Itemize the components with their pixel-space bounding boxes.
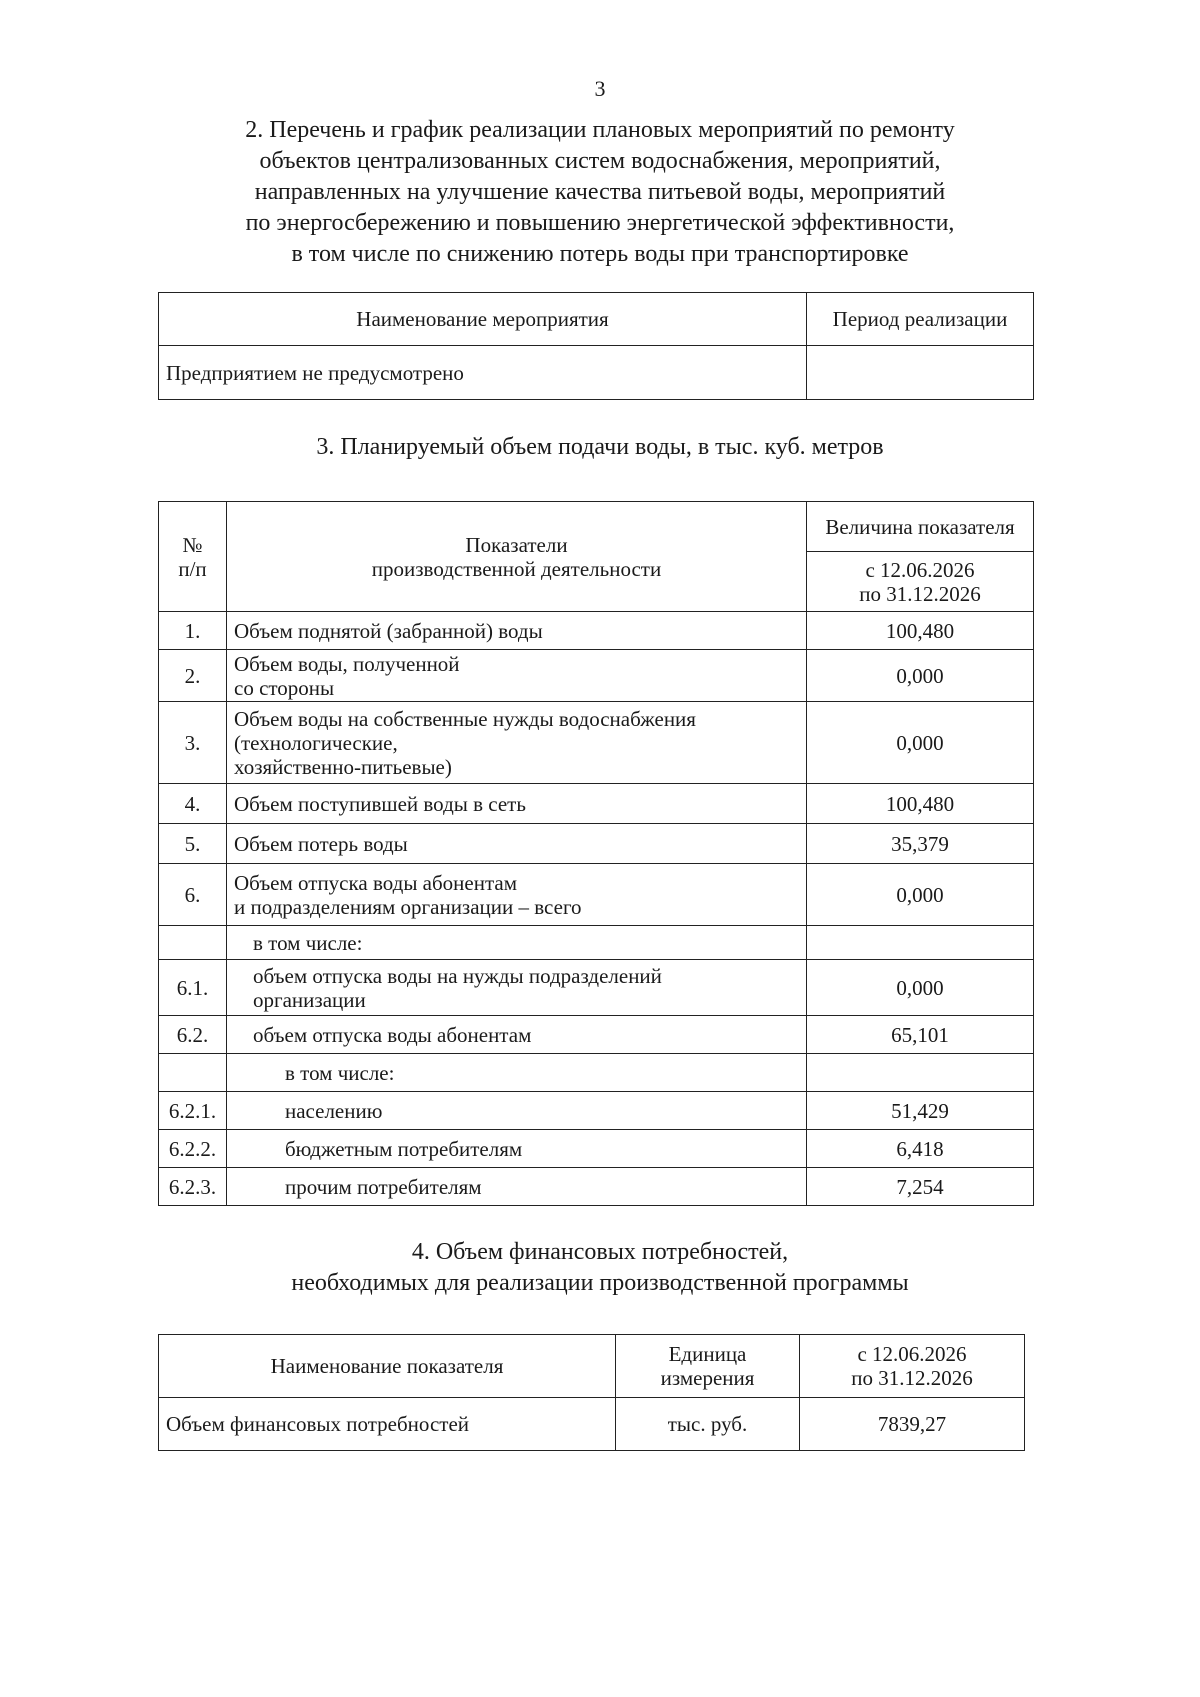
row-indicator-cell: [227, 824, 807, 864]
table-row: [159, 784, 1034, 824]
row-indicator-line: объем отпуска воды абонентам: [253, 1022, 532, 1047]
row-value-cell: 100,480: [807, 784, 1034, 824]
header-period-line: с 12.06.2026: [865, 557, 975, 582]
section4-title-line: 4. Объем финансовых потребностей,: [411, 1239, 789, 1265]
table-row: [159, 926, 1034, 960]
financial-value-cell: 7839,27: [800, 1398, 1025, 1451]
section2-title: [0, 115, 1200, 270]
row-value-cell: 35,379: [807, 824, 1034, 864]
header-number-line: №: [182, 532, 203, 557]
row-indicator-cell: [227, 612, 807, 650]
row-indicator-cell: [227, 1016, 807, 1054]
row-value-cell: 65,101: [807, 1016, 1034, 1054]
row-number-cell: 5.: [159, 824, 227, 864]
row-indicator-line: Объем потерь воды: [234, 831, 408, 856]
row-number-cell: [159, 1054, 227, 1092]
row-indicator-cell: [227, 650, 807, 702]
section4-title-line: необходимых для реализации производственной программы: [291, 1270, 909, 1296]
financial-indicator-cell: Объем финансовых потребностей: [159, 1398, 616, 1451]
row-value-cell: 51,429: [807, 1092, 1034, 1130]
row-value-cell: 0,000: [807, 702, 1034, 784]
page-number: 3: [594, 76, 606, 101]
row-number-cell: 6.2.: [159, 1016, 227, 1054]
row-indicator-cell: [227, 864, 807, 926]
activity-name-cell: Предприятием не предусмотрено: [159, 346, 807, 400]
header-number-line: п/п: [178, 556, 207, 581]
row-indicator-line: прочим потребителям: [285, 1174, 482, 1199]
row-value-cell: [807, 1054, 1034, 1092]
row-value-cell: 6,418: [807, 1130, 1034, 1168]
financial-needs-table: [158, 1334, 1025, 1451]
row-indicator-line: бюджетным потребителям: [285, 1136, 523, 1161]
row-value-cell: 100,480: [807, 612, 1034, 650]
header-period-line: по 31.12.2026: [859, 581, 981, 606]
row-indicator-line: Объем поднятой (забранной) воды: [234, 618, 543, 643]
table-row: [159, 1016, 1034, 1054]
section2-title-line: по энергосбережению и повышению энергетической эффективности,: [245, 210, 955, 236]
water-supply-table-body: [159, 612, 1034, 1206]
header-unit-line: измерения: [660, 1366, 755, 1390]
row-value-cell: 7,254: [807, 1168, 1034, 1206]
row-indicator-line: в том числе:: [253, 930, 363, 955]
row-indicator-cell: [227, 702, 807, 784]
header-period-line: с 12.06.2026: [857, 1342, 967, 1366]
table-row: [159, 1054, 1034, 1092]
row-indicator-line: Объем поступившей воды в сеть: [234, 791, 526, 816]
row-number-cell: 3.: [159, 702, 227, 784]
row-number-cell: 6.2.2.: [159, 1130, 227, 1168]
row-indicator-cell: [227, 926, 807, 960]
header-indicator-line: производственной деятельности: [371, 556, 662, 581]
table-header-row: [159, 1335, 1025, 1398]
row-indicator-line: объем отпуска воды на нужды подразделений: [253, 963, 662, 988]
row-indicator-line: в том числе:: [285, 1060, 395, 1085]
section2-title-line: 2. Перечень и график реализации плановых мероприятий по ремонту: [245, 117, 955, 143]
financial-unit-cell: тыс. руб.: [616, 1398, 800, 1451]
row-indicator-line: населению: [285, 1098, 383, 1123]
row-number-cell: 2.: [159, 650, 227, 702]
row-value-cell: 0,000: [807, 960, 1034, 1016]
water-supply-table: [158, 501, 1034, 1206]
section2-title-line: направленных на улучшение качества питьевой воды, мероприятий: [254, 179, 946, 205]
row-number-cell: [159, 926, 227, 960]
table-header-row: [159, 293, 1034, 346]
row-number-cell: 6.2.3.: [159, 1168, 227, 1206]
row-indicator-line: организации: [253, 987, 366, 1012]
row-value-cell: [807, 926, 1034, 960]
row-indicator-cell: [227, 784, 807, 824]
header-period: Период реализации: [807, 293, 1034, 346]
row-number-cell: 6.: [159, 864, 227, 926]
header-activity-name: Наименование мероприятия: [159, 293, 807, 346]
row-value-cell: 0,000: [807, 650, 1034, 702]
table-row: [159, 960, 1034, 1016]
table-header-row: [159, 502, 1034, 552]
header-unit-line: Единица: [668, 1342, 747, 1366]
row-indicator-line: со стороны: [234, 675, 335, 700]
table-row: [159, 1398, 1025, 1451]
section4-title: [0, 1237, 1200, 1299]
row-indicator-cell: [227, 1130, 807, 1168]
table-row: [159, 864, 1034, 926]
activity-period-cell: [807, 346, 1034, 400]
row-indicator-cell: [227, 1054, 807, 1092]
row-indicator-line: Объем воды на собственные нужды водоснабжения: [234, 706, 696, 731]
activities-table: [158, 292, 1034, 400]
row-indicator-line: хозяйственно-питьевые): [234, 754, 452, 779]
table-row: [159, 346, 1034, 400]
header-period: [807, 552, 1034, 612]
header-indicator-line: Показатели: [465, 532, 568, 557]
header-indicator-name: Наименование показателя: [159, 1335, 616, 1398]
header-indicator: [227, 502, 807, 612]
table-row: [159, 702, 1034, 784]
row-number-cell: 4.: [159, 784, 227, 824]
row-indicator-line: Объем отпуска воды абонентам: [234, 870, 518, 895]
row-indicator-cell: [227, 960, 807, 1016]
header-number: [159, 502, 227, 612]
row-indicator-cell: [227, 1092, 807, 1130]
row-value-cell: 0,000: [807, 864, 1034, 926]
section2-title-line: объектов централизованных систем водоснабжения, мероприятий,: [259, 148, 941, 174]
row-indicator-line: (технологические,: [234, 730, 398, 755]
table-row: [159, 612, 1034, 650]
table-row: [159, 650, 1034, 702]
row-indicator-line: Объем воды, полученной: [234, 651, 460, 676]
section2-title-line: в том числе по снижению потерь воды при транспортировке: [291, 241, 909, 267]
header-unit: [616, 1335, 800, 1398]
table-row: [159, 824, 1034, 864]
row-number-cell: 1.: [159, 612, 227, 650]
row-number-cell: 6.2.1.: [159, 1092, 227, 1130]
section3-title: 3. Планируемый объем подачи воды, в тыс. куб. метров: [316, 434, 884, 460]
table-row: [159, 1168, 1034, 1206]
table-row: [159, 1130, 1034, 1168]
header-value: Величина показателя: [807, 502, 1034, 552]
table-row: [159, 1092, 1034, 1130]
header-period: [800, 1335, 1025, 1398]
row-indicator-cell: [227, 1168, 807, 1206]
row-number-cell: 6.1.: [159, 960, 227, 1016]
header-period-line: по 31.12.2026: [851, 1366, 973, 1390]
row-indicator-line: и подразделениям организации – всего: [234, 894, 582, 919]
